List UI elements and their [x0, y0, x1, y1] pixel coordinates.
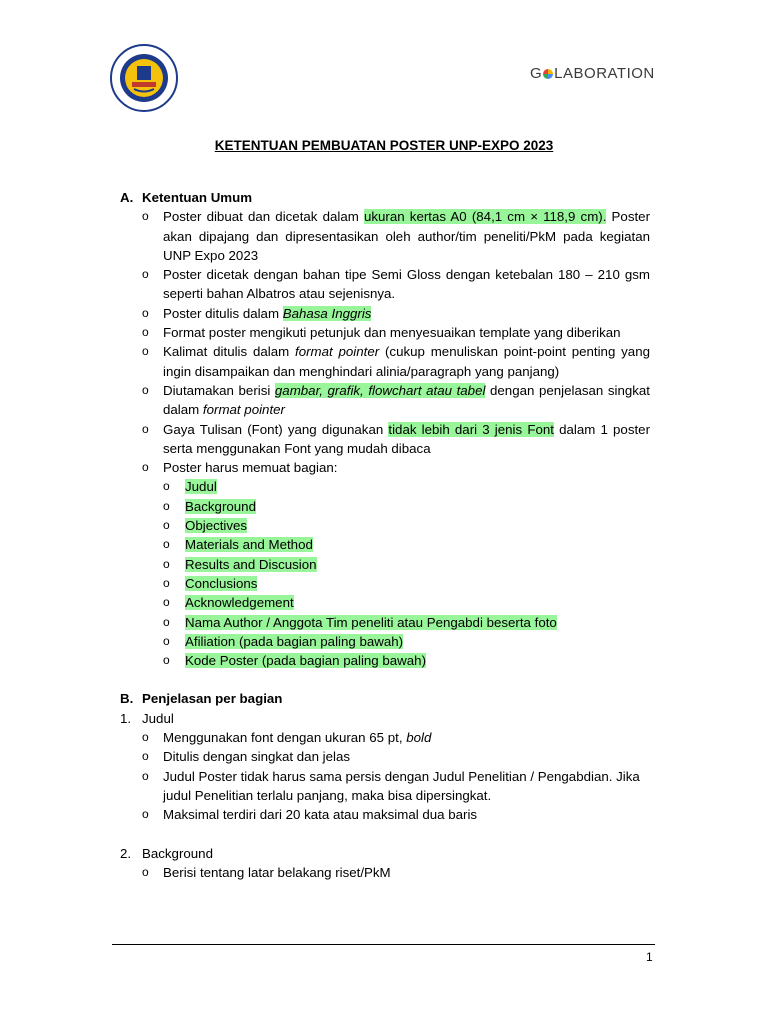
list-item: o Kode Poster (pada bagian paling bawah): [163, 651, 650, 670]
document-body: [120, 188, 650, 882]
list-item: o Judul Poster tidak harus sama persis dengan Judul Penelitian / Pengabdian. Jika judul Penelitian terlalu panjang, maka bisa dipersingkat.: [142, 767, 650, 806]
section-b-title: Penjelasan per bagian: [142, 691, 283, 707]
list-item: o Poster harus memuat bagian:: [142, 458, 650, 477]
page-number: 1: [646, 950, 653, 964]
subsection-background-heading: 2. Background: [120, 845, 213, 861]
list-item: o Conclusions: [163, 574, 650, 593]
golaboration-logo-prefix: G: [530, 65, 543, 82]
list-item: o Kalimat ditulis dalam format pointer (cukup menuliskan point-point penting yang ingin disampaikan dan menghindari alinia/paragraph yang panjang): [142, 342, 650, 381]
list-item: o Berisi tentang latar belakang riset/PkM: [142, 863, 650, 882]
section-b-heading: [120, 689, 650, 708]
golaboration-logo: [530, 65, 655, 82]
list-item: o Judul: [163, 477, 650, 496]
poster-parts-list: [120, 477, 650, 670]
list-item: o Nama Author / Anggota Tim peneliti atau Pengabdi beserta foto: [163, 613, 650, 632]
list-item: o Format poster mengikuti petunjuk dan menyesuaikan template yang diberikan: [142, 323, 650, 342]
unp-logo: [110, 44, 178, 112]
list-item: o Ditulis dengan singkat dan jelas: [142, 747, 650, 766]
list-item: o Background: [163, 497, 650, 516]
section-a-heading: [120, 188, 650, 207]
list-item: o Diutamakan berisi gambar, grafik, flowchart atau tabel dengan penjelasan singkat dalam format pointer: [142, 381, 650, 420]
general-rules-list: [120, 207, 650, 477]
list-item: o Gaya Tulisan (Font) yang digunakan tidak lebih dari 3 jenis Font dalam 1 poster serta menggunakan Font yang mudah dibaca: [142, 420, 650, 459]
list-item: o Poster dibuat dan dicetak dalam ukuran kertas A0 (84,1 cm × 118,9 cm). Poster akan dipajang dan dipresentasikan oleh author/tim peneliti/PkM pada kegiatan UNP Expo 2023: [142, 207, 650, 265]
list-item: o Afiliation (pada bagian paling bawah): [163, 632, 650, 651]
list-item: o Materials and Method: [163, 535, 650, 554]
section-b-label: B.: [120, 691, 134, 707]
list-item: o Acknowledgement: [163, 593, 650, 612]
footer-divider: [112, 944, 655, 945]
list-item: o Menggunakan font dengan ukuran 65 pt, bold: [142, 728, 650, 747]
list-item: o Maksimal terdiri dari 20 kata atau maksimal dua baris: [142, 805, 650, 824]
globe-icon: [543, 69, 553, 79]
section-a-title: Ketentuan Umum: [142, 190, 253, 205]
list-item: o Poster ditulis dalam Bahasa Inggris: [142, 304, 650, 323]
document-title: KETENTUAN PEMBUATAN POSTER UNP-EXPO 2023: [214, 138, 554, 153]
background-rules-list: [120, 863, 650, 882]
section-a-label: A.: [120, 190, 134, 205]
subsection-judul-heading: 1. Judul: [120, 710, 174, 726]
list-item: o Results and Discusion: [163, 555, 650, 574]
list-item: o Poster dicetak dengan bahan tipe Semi Gloss dengan ketebalan 180 – 210 gsm seperti bahan Albatros atau sejenisnya.: [142, 265, 650, 304]
judul-rules-list: [120, 728, 650, 824]
list-item: o Objectives: [163, 516, 650, 535]
golaboration-logo-suffix: LABORATION: [554, 65, 655, 82]
